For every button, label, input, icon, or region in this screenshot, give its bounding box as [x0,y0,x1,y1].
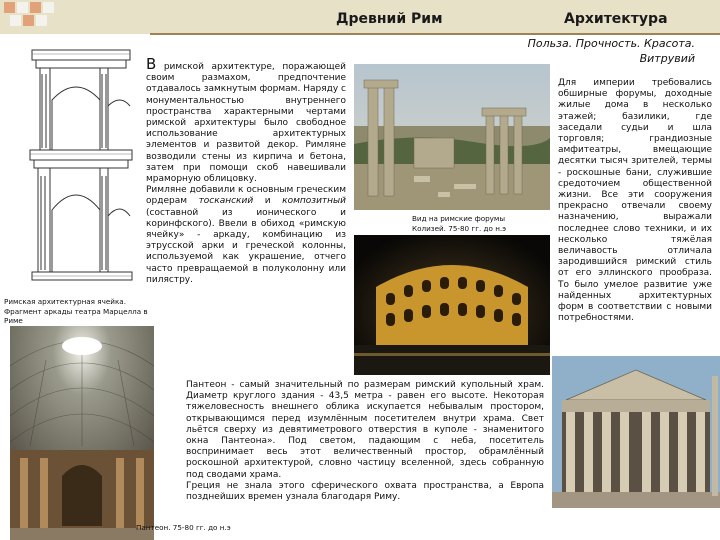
pantheon-caption: Пантеон. 75-80 гг. до н.э [136,523,231,532]
orders-text-end: (составной из ионического и коринфского). Ввели в обиход «римскую ячейку» - аркаду, комбинацию из этрусской арки и греческой колонны, используемой как украшение, отчего часто превращаемой в полуколонну или пилястру. [146,207,346,285]
quote-text: Польза. Прочность. Красота. [527,37,695,50]
arcade-caption: Римская архитектурная ячейка. Фрагмент аркады театра Марцелла в Риме [4,297,148,325]
forum-caption [412,214,552,233]
header-section: Архитектура [564,11,668,27]
header-topic: Древний Рим [336,11,443,27]
vitruvius-quote [455,36,695,66]
intro-column [146,55,346,286]
header-rule [150,33,720,35]
colosseum-caption: Колизей. 75-80 гг. до н.э [412,223,507,233]
quote-author: Витрувий [639,52,695,65]
empire-paragraph: Для империи требовались обширные форумы, доходные жилые дома в несколько этажей; базилики, где заседали судьи и шла торговля; грандиозные амфитеатры, вмещающие десятки тысяч зрителей, термы - роскошные бани, служившие средоточием общественной жизни. Все эти сооружения прекрасно отвечали своему назначению, выражали последнее слово техники, и их несколько тяжёлая величавость отличала зародившийся римский стиль от его эллинского прообраза. То было умелое развитие уже найденных архитектурных форм в соответствии с новыми потребностями. [558,78,712,324]
intro-paragraph [146,55,346,185]
pantheon-paragraph: Пантеон - самый значительный по размерам римский купольный храм. Диаметр круглого здания - 43,5 метра - равен его высоте. Некоторая тяжеловесность внешнего облика искупается небывалым простором, открывающимся перед изумлённым посетителем внутри храма. Свет льётся сверху из девятиметрового отверстия в куполе - знаменитого окна Пантеона». Под светом, падающим с неба, посетитель воспринимает весь этот величественный простор, обрамлённый роскошной архитектурой, словно частицу вселенной, здесь собранную под сводами храма. [186,380,544,480]
drop-cap: В [146,55,157,73]
pantheon-paragraph-greece: Греция не знала этого сферического охвата пространства, а Европа позднейших времен узнала благодаря Риму. [186,480,544,503]
orders-text-start: Римляне добавили к основным греческим ордерам [146,185,346,207]
forum-caption-title: Вид на римские форумы [412,214,506,223]
pantheon-interior-photo [10,326,154,540]
orders-paragraph [146,185,346,286]
pantheon-exterior-photo [552,356,720,508]
colosseum-photo [354,235,550,375]
intro-text: римской архитектуре, поражающей своим размахом, предпочтение отдавалось замкнутым формам. Наряду с монументальностью внутреннего пространства характерными чертами римской архитектуры было свободное использование архитектурных элементов и развитой декор. Римляне возводили стены из кирпича и бетона, затем при помощи скоб навешивали мраморную облицовку. [146,62,346,185]
decorative-squares [4,2,60,28]
orders-and: и [253,196,283,207]
forum-photo [354,64,550,210]
arcade-drawing [22,40,140,290]
order-composite: композитный [282,196,346,207]
pantheon-text-block [186,380,544,503]
order-tuscan: тосканский [198,196,254,207]
